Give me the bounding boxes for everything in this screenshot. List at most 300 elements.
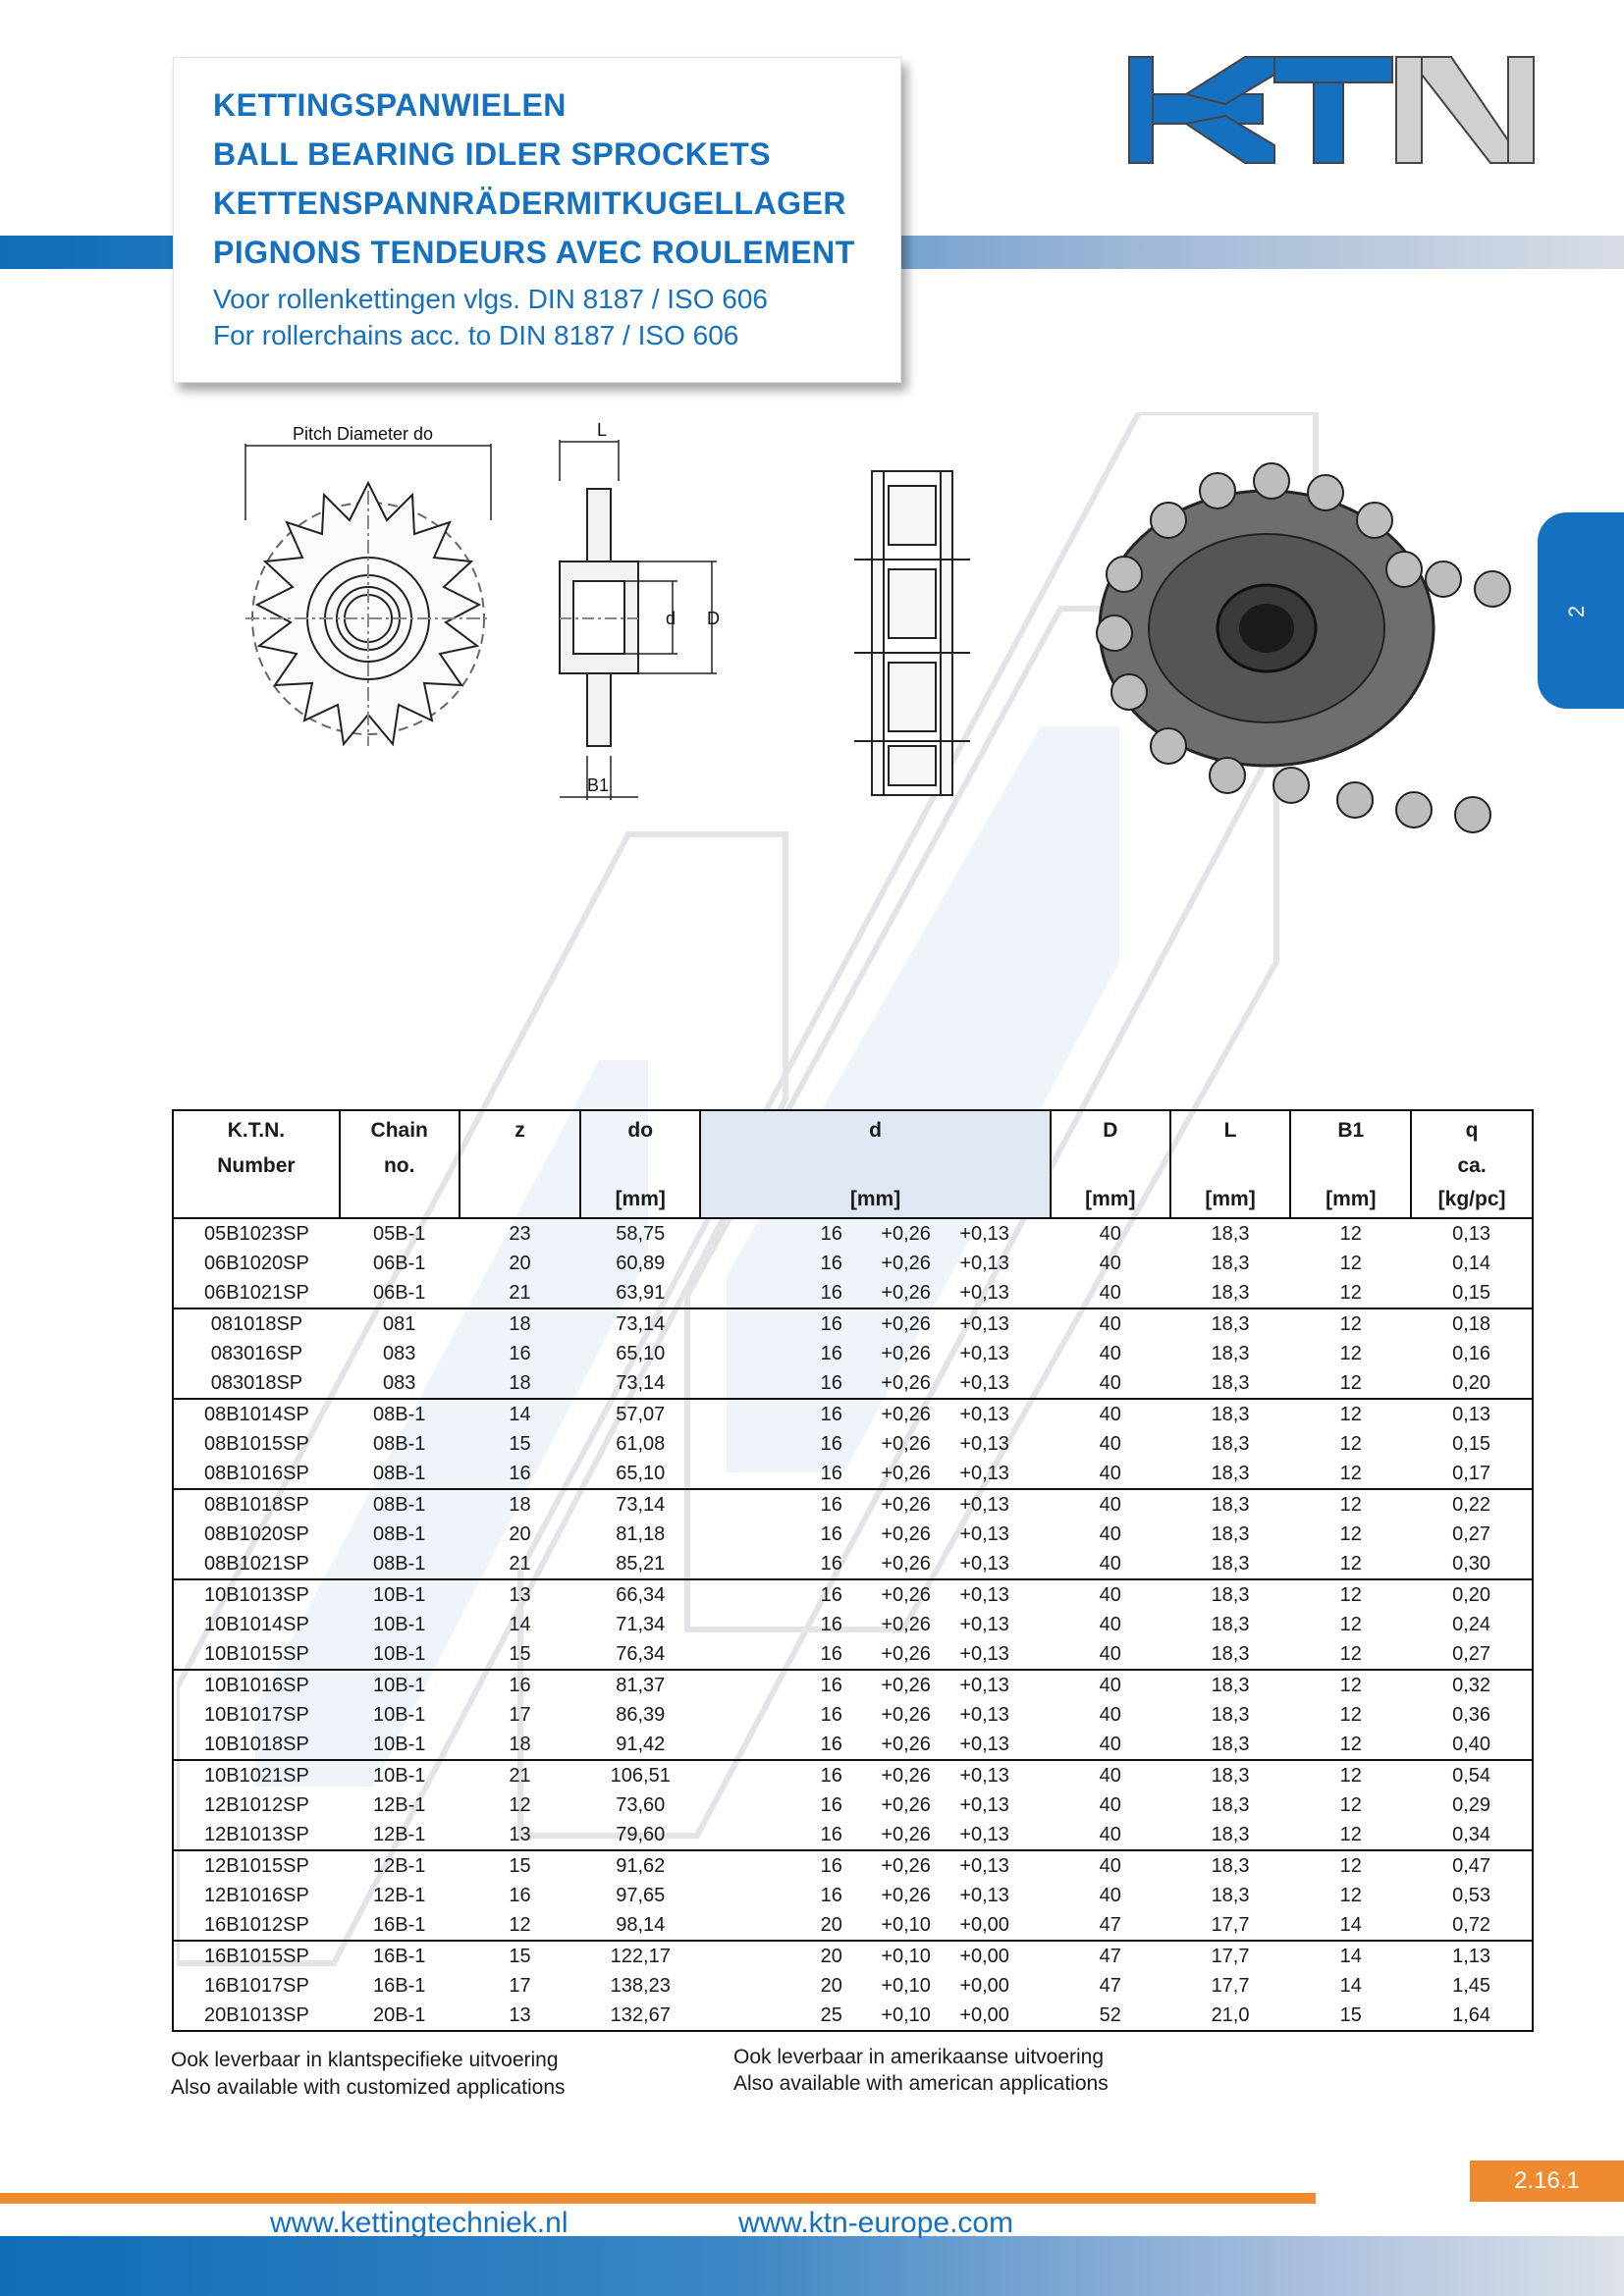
cell-z: 15	[509, 1433, 531, 1455]
sprocket-front-view	[245, 444, 491, 746]
cell-do: 65,10	[616, 1463, 666, 1484]
cell-q: 0,54	[1411, 1760, 1533, 1790]
cell-do: 63,91	[616, 1282, 666, 1304]
cell-b1: 12	[1290, 1670, 1411, 1700]
cell-do: 58,75	[616, 1223, 666, 1245]
spec-table-body	[173, 1218, 1533, 2031]
cell-ktn: 08B1015SP	[173, 1429, 340, 1459]
cell-l: 18,3	[1211, 1824, 1250, 1845]
cell-do: 61,08	[616, 1433, 666, 1455]
cell-d: 40	[1099, 1433, 1121, 1455]
cell-ktn: 16B1012SP	[173, 1910, 340, 1941]
cell-b1: 12	[1339, 1794, 1362, 1816]
cell-z: 15	[509, 1643, 531, 1665]
header-chain-line2: no.	[383, 1154, 415, 1177]
cell-chain: 10B-1	[340, 1670, 460, 1700]
cell-l: 18,3	[1170, 1760, 1291, 1790]
cell-ktn: 16B1015SP	[173, 1941, 340, 1971]
cell-d-tol-lower: +0,13	[959, 1523, 1009, 1545]
note-left-nl: Ook leverbaar in klantspecifieke uitvoering	[171, 2049, 559, 2071]
cell-d-tol-upper: +0,26	[881, 1824, 931, 1845]
cell-d-tol-upper: +0,26	[881, 1765, 931, 1787]
cell-l: 18,3	[1211, 1433, 1250, 1455]
table-row	[173, 1670, 1533, 1700]
cell-l: 18,3	[1170, 1579, 1291, 1610]
cell-d: 40	[1099, 1253, 1121, 1274]
cell-d: 52	[1099, 2004, 1121, 2026]
title-line-fr: PIGNONS TENDEURS AVEC ROULEMENT	[213, 235, 855, 270]
cell-d-tol-lower: +0,13	[959, 1794, 1009, 1816]
cell-d	[700, 2001, 1051, 2031]
cell-d: 40	[1051, 1670, 1170, 1700]
cell-d-tol-upper: +0,26	[881, 1855, 931, 1877]
cell-d-tol-lower: +0,13	[959, 1704, 1009, 1726]
cell-q: 0,40	[1411, 1730, 1533, 1760]
cell-chain: 083	[383, 1372, 416, 1394]
cell-q: 0,27	[1411, 1639, 1533, 1670]
cell-d	[700, 1429, 1051, 1459]
cell-d-tol-lower: +0,13	[959, 1765, 1009, 1787]
cell-do: 71,34	[616, 1614, 666, 1635]
footer-band	[0, 2236, 1624, 2296]
table-row	[173, 1790, 1533, 1820]
cell-q: 0,53	[1411, 1881, 1533, 1910]
cell-d-tol-lower: +0,13	[959, 1223, 1009, 1245]
cell-d-value: 16	[820, 1223, 842, 1245]
cell-d	[700, 1549, 1051, 1579]
cell-d-tol-lower: +0,13	[959, 1433, 1009, 1455]
cell-z: 17	[509, 1704, 531, 1726]
cell-do: 79,60	[616, 1824, 666, 1845]
cell-d: 40	[1099, 1223, 1121, 1245]
cell-b1: 12	[1339, 1824, 1362, 1845]
cell-l: 18,3	[1211, 1282, 1250, 1304]
cell-d-tol-upper: +0,10	[881, 1946, 931, 1967]
cell-d: 40	[1099, 1734, 1121, 1755]
table-row	[173, 1308, 1533, 1339]
cell-z: 16	[509, 1463, 531, 1484]
cell-d-tol-upper: +0,26	[881, 1614, 931, 1635]
cell-d-tol-lower: +0,13	[959, 1734, 1009, 1755]
cell-ktn: 08B1021SP	[173, 1549, 340, 1579]
table-row	[173, 1489, 1533, 1520]
table-row	[173, 1429, 1533, 1459]
header-B1-label: B1	[1337, 1119, 1365, 1142]
cell-ktn: 10B1017SP	[173, 1700, 340, 1730]
table-row	[173, 1368, 1533, 1399]
cell-d-tol-lower: +0,13	[959, 1343, 1009, 1364]
cell-chain: 12B-1	[373, 1885, 426, 1906]
cell-d: 40	[1051, 1489, 1170, 1520]
cell-chain: 10B-1	[373, 1704, 426, 1726]
header-do-label: do	[627, 1119, 654, 1142]
cell-ktn: 083018SP	[173, 1368, 340, 1399]
cell-z: 13	[509, 2004, 531, 2026]
cell-d-value: 16	[820, 1584, 842, 1606]
cell-b1: 12	[1339, 1734, 1362, 1755]
cell-chain: 20B-1	[373, 2004, 426, 2026]
cell-d: 47	[1099, 1914, 1121, 1936]
header-D	[1051, 1110, 1170, 1218]
cell-b1: 12	[1290, 1579, 1411, 1610]
cell-d-tol-lower: +0,13	[959, 1855, 1009, 1877]
cell-d	[700, 1639, 1051, 1670]
cell-d	[700, 1700, 1051, 1730]
cell-q: 1,64	[1411, 2001, 1533, 2031]
header-ktn-line1: K.T.N.	[227, 1119, 286, 1142]
header-do	[580, 1110, 700, 1218]
cell-d-value: 16	[820, 1404, 842, 1425]
cell-d-tol-upper: +0,26	[881, 1343, 931, 1364]
note-right-nl: Ook leverbaar in amerikaanse uitvoering	[733, 2046, 1105, 2068]
cell-l: 18,3	[1170, 1399, 1291, 1429]
cell-ktn: 20B1013SP	[173, 2001, 340, 2031]
cell-do: 91,42	[616, 1734, 666, 1755]
table-row	[173, 1610, 1533, 1639]
cell-d	[700, 1308, 1051, 1339]
cell-d: 40	[1099, 1523, 1121, 1545]
cell-z: 16	[509, 1885, 531, 1906]
cell-chain: 08B-1	[340, 1489, 460, 1520]
cell-d: 40	[1051, 1308, 1170, 1339]
cell-l: 18,3	[1211, 1614, 1250, 1635]
cell-d: 40	[1099, 1643, 1121, 1665]
cell-b1: 12	[1339, 1282, 1362, 1304]
cell-d-value: 16	[820, 1675, 842, 1696]
cell-ktn: 05B1023SP	[173, 1218, 340, 1249]
cell-d	[700, 1881, 1051, 1910]
table-row	[173, 2001, 1533, 2031]
cell-d-tol-upper: +0,26	[881, 1734, 931, 1755]
cell-do: 132,67	[610, 2004, 671, 2026]
cell-chain: 16B-1	[373, 1914, 426, 1936]
header-L-label: L	[1223, 1119, 1237, 1142]
table-row	[173, 1881, 1533, 1910]
cell-d: 47	[1051, 1941, 1170, 1971]
header-q	[1411, 1110, 1533, 1218]
cell-d-value: 20	[820, 1975, 842, 1997]
table-row	[173, 1549, 1533, 1579]
cell-ktn: 06B1020SP	[173, 1249, 340, 1278]
title-line-en: BALL BEARING IDLER SPROCKETS	[213, 136, 772, 172]
cell-z: 20	[509, 1253, 531, 1274]
cell-d-tol-upper: +0,26	[881, 1223, 931, 1245]
cell-d-value: 16	[820, 1824, 842, 1845]
cell-d	[700, 1670, 1051, 1700]
cell-b1: 12	[1339, 1463, 1362, 1484]
cell-z: 16	[509, 1343, 531, 1364]
cell-d: 47	[1099, 1975, 1121, 1997]
header-chain	[340, 1110, 460, 1218]
subtitle-en: For rollerchains acc. to DIN 8187 / ISO 606	[213, 320, 739, 350]
cell-z: 21	[509, 1282, 531, 1304]
cell-d-value: 16	[820, 1282, 842, 1304]
cell-d: 40	[1099, 1372, 1121, 1394]
cell-q: 0,18	[1411, 1308, 1533, 1339]
cell-ktn: 081018SP	[173, 1308, 340, 1339]
cell-d-tol-lower: +0,00	[959, 1975, 1009, 1997]
cell-d-tol-upper: +0,26	[881, 1433, 931, 1455]
cell-d-value: 16	[820, 1523, 842, 1545]
table-row	[173, 1339, 1533, 1368]
header-d	[700, 1110, 1051, 1218]
header-D-unit: [mm]	[1085, 1188, 1136, 1210]
cell-ktn: 08B1018SP	[173, 1489, 340, 1520]
cell-l: 17,7	[1170, 1941, 1291, 1971]
cell-d-tol-lower: +0,13	[959, 1675, 1009, 1696]
cell-d-tol-lower: +0,13	[959, 1313, 1009, 1335]
cell-l: 18,3	[1211, 1643, 1250, 1665]
cell-d	[700, 1760, 1051, 1790]
cell-ktn: 06B1021SP	[173, 1278, 340, 1308]
cell-d: 40	[1051, 1850, 1170, 1881]
header-z	[460, 1110, 581, 1218]
cell-d	[700, 1941, 1051, 1971]
note-right-en: Also available with american applications	[733, 2072, 1109, 2095]
cell-z: 18	[509, 1372, 531, 1394]
note-left-en: Also available with customized applications	[171, 2076, 566, 2099]
cell-d-tol-upper: +0,26	[881, 1313, 931, 1335]
sprocket-side-view	[560, 440, 717, 800]
table-row	[173, 1700, 1533, 1730]
cell-l: 21,0	[1211, 2004, 1250, 2026]
label-d: d	[666, 609, 677, 628]
chapter-tab-label: 2	[1564, 605, 1590, 618]
cell-d-tol-upper: +0,26	[881, 1675, 931, 1696]
cell-z: 15	[460, 1850, 581, 1881]
cell-d-value: 16	[820, 1343, 842, 1364]
cell-ktn: 12B1013SP	[173, 1820, 340, 1850]
cell-b1: 12	[1339, 1885, 1362, 1906]
label-L: L	[597, 420, 608, 440]
cell-d-value: 25	[820, 2004, 842, 2026]
sprocket-3d-illustration	[1097, 463, 1510, 832]
cell-b1: 12	[1339, 1372, 1362, 1394]
cell-d-tol-lower: +0,13	[959, 1824, 1009, 1845]
cell-d-value: 16	[820, 1855, 842, 1877]
cell-d-tol-lower: +0,00	[959, 2004, 1009, 2026]
cell-d	[700, 1790, 1051, 1820]
cell-b1: 12	[1339, 1433, 1362, 1455]
subtitle-nl: Voor rollenkettingen vlgs. DIN 8187 / ISO 606	[213, 284, 768, 314]
cell-q: 0,20	[1411, 1579, 1533, 1610]
cell-d-tol-lower: +0,13	[959, 1553, 1009, 1575]
cell-d	[700, 1910, 1051, 1941]
cell-ktn: 10B1014SP	[173, 1610, 340, 1639]
table-row	[173, 1399, 1533, 1429]
cell-q: 0,14	[1411, 1249, 1533, 1278]
cell-q: 0,15	[1411, 1429, 1533, 1459]
cell-q: 0,47	[1411, 1850, 1533, 1881]
cell-l: 18,3	[1211, 1704, 1250, 1726]
cell-d	[700, 1520, 1051, 1549]
cell-ktn: 10B1021SP	[173, 1760, 340, 1790]
table-row	[173, 1579, 1533, 1610]
cell-b1: 14	[1339, 1914, 1362, 1936]
cell-z: 14	[460, 1399, 581, 1429]
cell-do: 65,10	[616, 1343, 666, 1364]
cell-d: 40	[1099, 1343, 1121, 1364]
cell-d	[700, 1339, 1051, 1368]
label-pitch-diameter: Pitch Diameter do	[293, 424, 434, 444]
cell-chain: 12B-1	[373, 1794, 426, 1816]
cell-b1: 12	[1339, 1523, 1362, 1545]
cell-chain: 10B-1	[340, 1579, 460, 1610]
cell-b1: 12	[1339, 1643, 1362, 1665]
cell-z: 14	[509, 1614, 531, 1635]
cell-b1: 12	[1339, 1223, 1362, 1245]
table-row	[173, 1730, 1533, 1760]
cell-d-value: 16	[820, 1433, 842, 1455]
cell-d-value: 16	[820, 1643, 842, 1665]
header-d-label: d	[869, 1119, 882, 1142]
cell-d-value: 16	[820, 1734, 842, 1755]
cell-d	[700, 1489, 1051, 1520]
footer-link-ktn-europe[interactable]: www.ktn-europe.com	[738, 2207, 1014, 2239]
table-row	[173, 1910, 1533, 1941]
cell-d	[700, 1610, 1051, 1639]
cell-chain: 081	[340, 1308, 460, 1339]
cell-l: 18,3	[1170, 1670, 1291, 1700]
cell-ktn: 083016SP	[173, 1339, 340, 1368]
cell-b1: 12	[1339, 1343, 1362, 1364]
cell-l: 17,7	[1211, 1914, 1250, 1936]
cell-d-tol-upper: +0,26	[881, 1885, 931, 1906]
cell-d-value: 16	[820, 1614, 842, 1635]
cell-d	[700, 1820, 1051, 1850]
cell-l: 18,3	[1211, 1885, 1250, 1906]
cell-d-value: 16	[820, 1463, 842, 1484]
cell-do: 86,39	[616, 1704, 666, 1726]
cell-d-tol-upper: +0,26	[881, 1463, 931, 1484]
cell-d	[700, 1218, 1051, 1249]
cell-z: 13	[460, 1579, 581, 1610]
cell-do: 81,18	[616, 1523, 666, 1545]
header-z-label: z	[514, 1119, 525, 1142]
cell-d-tol-lower: +0,13	[959, 1643, 1009, 1665]
cell-l: 18,3	[1170, 1850, 1291, 1881]
cell-ktn: 10B1013SP	[173, 1579, 340, 1610]
cell-do: 97,65	[616, 1885, 666, 1906]
cell-q: 0,16	[1411, 1339, 1533, 1368]
table-row	[173, 1820, 1533, 1850]
title-box	[173, 57, 901, 383]
cell-do: 60,89	[616, 1253, 666, 1274]
cell-q: 0,30	[1411, 1549, 1533, 1579]
cell-l: 18,3	[1211, 1253, 1250, 1274]
cell-d-value: 16	[820, 1553, 842, 1575]
cell-d-value: 20	[820, 1946, 842, 1967]
table-row	[173, 1760, 1533, 1790]
header-L	[1170, 1110, 1291, 1218]
cell-do: 57,07	[580, 1399, 700, 1429]
cell-ktn: 10B1016SP	[173, 1670, 340, 1700]
cell-d-tol-upper: +0,26	[881, 1523, 931, 1545]
cell-d-tol-lower: +0,13	[959, 1885, 1009, 1906]
cell-q: 0,29	[1411, 1790, 1533, 1820]
cell-chain: 12B-1	[373, 1824, 426, 1845]
cell-q: 1,13	[1411, 1941, 1533, 1971]
table-row	[173, 1459, 1533, 1489]
cell-q: 0,13	[1411, 1218, 1533, 1249]
cell-d-tol-lower: +0,13	[959, 1494, 1009, 1516]
cell-d-tol-lower: +0,00	[959, 1914, 1009, 1936]
cell-d	[700, 1278, 1051, 1308]
cell-d-tol-upper: +0,10	[881, 1975, 931, 1997]
cell-d: 40	[1099, 1463, 1121, 1484]
table-row	[173, 1520, 1533, 1549]
cell-ktn: 08B1016SP	[173, 1459, 340, 1489]
cell-l: 18,3	[1211, 1553, 1250, 1575]
cell-do: 138,23	[610, 1975, 671, 1997]
title-line-nl: KETTINGSPANWIELEN	[213, 87, 567, 123]
cell-d-tol-lower: +0,13	[959, 1584, 1009, 1606]
cell-d-tol-upper: +0,26	[881, 1704, 931, 1726]
cell-d: 40	[1099, 1282, 1121, 1304]
cell-d	[700, 1459, 1051, 1489]
footer-link-kettingtechniek[interactable]: www.kettingtechniek.nl	[270, 2207, 568, 2239]
table-row	[173, 1639, 1533, 1670]
cell-chain: 08B-1	[340, 1399, 460, 1429]
cell-chain: 10B-1	[373, 1643, 426, 1665]
cell-z: 23	[509, 1223, 531, 1245]
cell-b1: 12	[1290, 1489, 1411, 1520]
cell-d-tol-upper: +0,26	[881, 1282, 931, 1304]
cell-d-tol-upper: +0,10	[881, 1914, 931, 1936]
cell-b1: 12	[1290, 1399, 1411, 1429]
cell-l: 18,3	[1211, 1372, 1250, 1394]
cell-chain: 10B-1	[340, 1760, 460, 1790]
cell-b1: 15	[1339, 2004, 1362, 2026]
table-row	[173, 1971, 1533, 2001]
cell-d	[700, 1850, 1051, 1881]
table-row	[173, 1850, 1533, 1881]
cell-d: 40	[1051, 1579, 1170, 1610]
cell-d: 40	[1051, 1399, 1170, 1429]
header-d-unit: [mm]	[849, 1188, 901, 1210]
cell-z: 12	[509, 1794, 531, 1816]
cell-b1: 12	[1339, 1553, 1362, 1575]
cell-chain: 06B-1	[373, 1282, 426, 1304]
cell-d-value: 16	[820, 1253, 842, 1274]
cell-do: 85,21	[616, 1553, 666, 1575]
cell-z: 18	[460, 1308, 581, 1339]
cell-ktn: 12B1016SP	[173, 1881, 340, 1910]
cell-b1: 14	[1339, 1975, 1362, 1997]
cell-q: 0,36	[1411, 1700, 1533, 1730]
cell-d-tol-lower: +0,13	[959, 1372, 1009, 1394]
cell-q: 0,32	[1411, 1670, 1533, 1700]
cell-do: 81,37	[580, 1670, 700, 1700]
cell-z: 16	[460, 1670, 581, 1700]
cell-d-value: 16	[820, 1704, 842, 1726]
cell-chain: 16B-1	[373, 1975, 426, 1997]
header-B1-unit: [mm]	[1326, 1188, 1377, 1210]
cell-chain: 10B-1	[373, 1734, 426, 1755]
cell-d: 40	[1099, 1885, 1121, 1906]
cell-q: 0,72	[1411, 1910, 1533, 1941]
cell-d-tol-lower: +0,13	[959, 1404, 1009, 1425]
cell-d-value: 20	[820, 1914, 842, 1936]
cell-do: 122,17	[580, 1941, 700, 1971]
cell-d-tol-lower: +0,00	[959, 1946, 1009, 1967]
technical-drawings	[167, 412, 1542, 903]
header-chain-line1: Chain	[370, 1119, 428, 1142]
cell-do: 98,14	[616, 1914, 666, 1936]
cell-l: 18,3	[1211, 1734, 1250, 1755]
cell-d: 40	[1099, 1553, 1121, 1575]
cell-chain: 083	[383, 1343, 416, 1364]
